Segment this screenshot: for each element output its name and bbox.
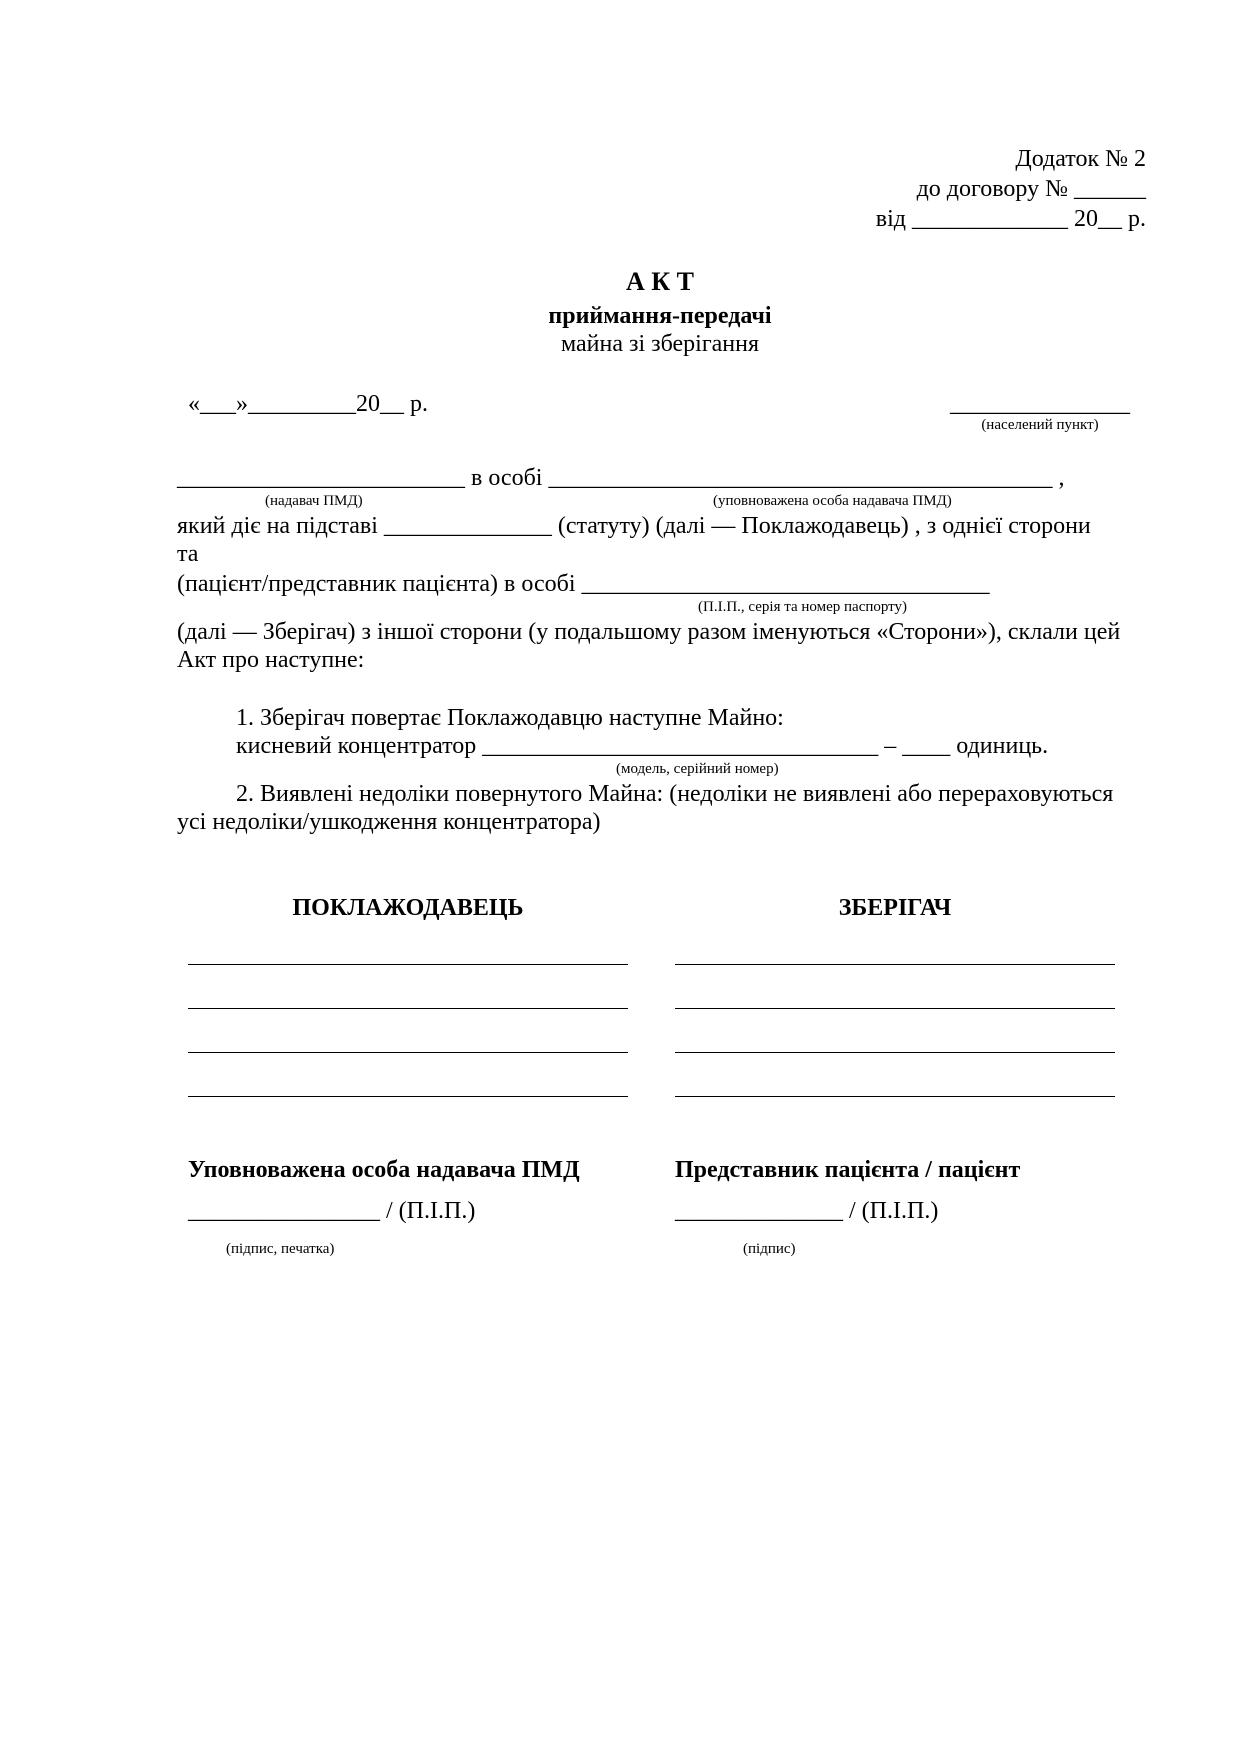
provider-label: (надавач ПМД): [265, 493, 363, 509]
depositor-blank-line: [188, 1052, 628, 1053]
depositor-blank-line: [188, 1008, 628, 1009]
custodian-blank-line: [675, 1008, 1115, 1009]
place-label: (населений пункт): [981, 417, 1099, 433]
custodian-signature-caption: (підпис): [743, 1241, 796, 1257]
depositor-role: Уповноважена особа надавача ПМД: [188, 1157, 580, 1183]
document-title: А К Т: [626, 267, 694, 296]
parties-line-1: ________________________ в особі __________________________________________ ,: [177, 465, 1065, 491]
depositor-blank-line: [188, 964, 628, 965]
depositor-signature: ________________ / (П.І.П.): [188, 1198, 476, 1224]
contract-number: до договору № ______: [916, 176, 1146, 202]
item-1: 1. Зберігач повертає Поклажодавцю наступне Майно:: [236, 705, 784, 731]
parties-line-6: Акт про наступне:: [177, 647, 365, 673]
item-2-line-1: 2. Виявлені недоліки повернутого Майна: (недоліки не виявлені або перераховуються: [236, 781, 1114, 807]
parties-line-2: який діє на підставі ______________ (статуту) (далі — Поклажодавець) , з однієї сторони: [177, 513, 1091, 539]
depositor-title: ПОКЛАЖОДАВЕЦЬ: [292, 895, 524, 921]
contract-date: від _____________ 20__ р.: [875, 206, 1146, 232]
authorized-person-label: (уповноважена особа надавача ПМД): [713, 493, 952, 509]
document-subtitle: приймання-передачі: [548, 303, 772, 329]
model-label: (модель, серійний номер): [616, 761, 779, 777]
custodian-blank-line: [675, 1052, 1115, 1053]
parties-line-3: та: [177, 541, 199, 567]
item-2-line-2: усі недоліки/ушкодження концентратора): [177, 809, 601, 835]
custodian-title: ЗБЕРІГАЧ: [838, 895, 952, 921]
parties-line-4: (пацієнт/представник пацієнта) в особі __________________________________: [177, 571, 990, 597]
custodian-blank-line: [675, 1096, 1115, 1097]
custodian-signature: ______________ / (П.І.П.): [675, 1198, 939, 1224]
parties-line-5: (далі — Зберігач) з іншої сторони (у подальшому разом іменуються «Сторони»), склали цей: [177, 619, 1121, 645]
place-blank: _______________: [950, 391, 1130, 417]
custodian-role: Представник пацієнта / пацієнт: [675, 1157, 1021, 1183]
custodian-blank-line: [675, 964, 1115, 965]
depositor-blank-line: [188, 1096, 628, 1097]
appendix-number: Додаток № 2: [1015, 146, 1146, 172]
depositor-signature-caption: (підпис, печатка): [226, 1241, 335, 1257]
item-1-detail: кисневий концентратор _________________________________ – ____ одиниць.: [236, 733, 1049, 759]
passport-label: (П.І.П., серія та номер паспорту): [698, 599, 908, 615]
document-subtitle-2: майна зі зберігання: [560, 331, 760, 357]
act-date: «___»_________20__ р.: [188, 391, 428, 417]
